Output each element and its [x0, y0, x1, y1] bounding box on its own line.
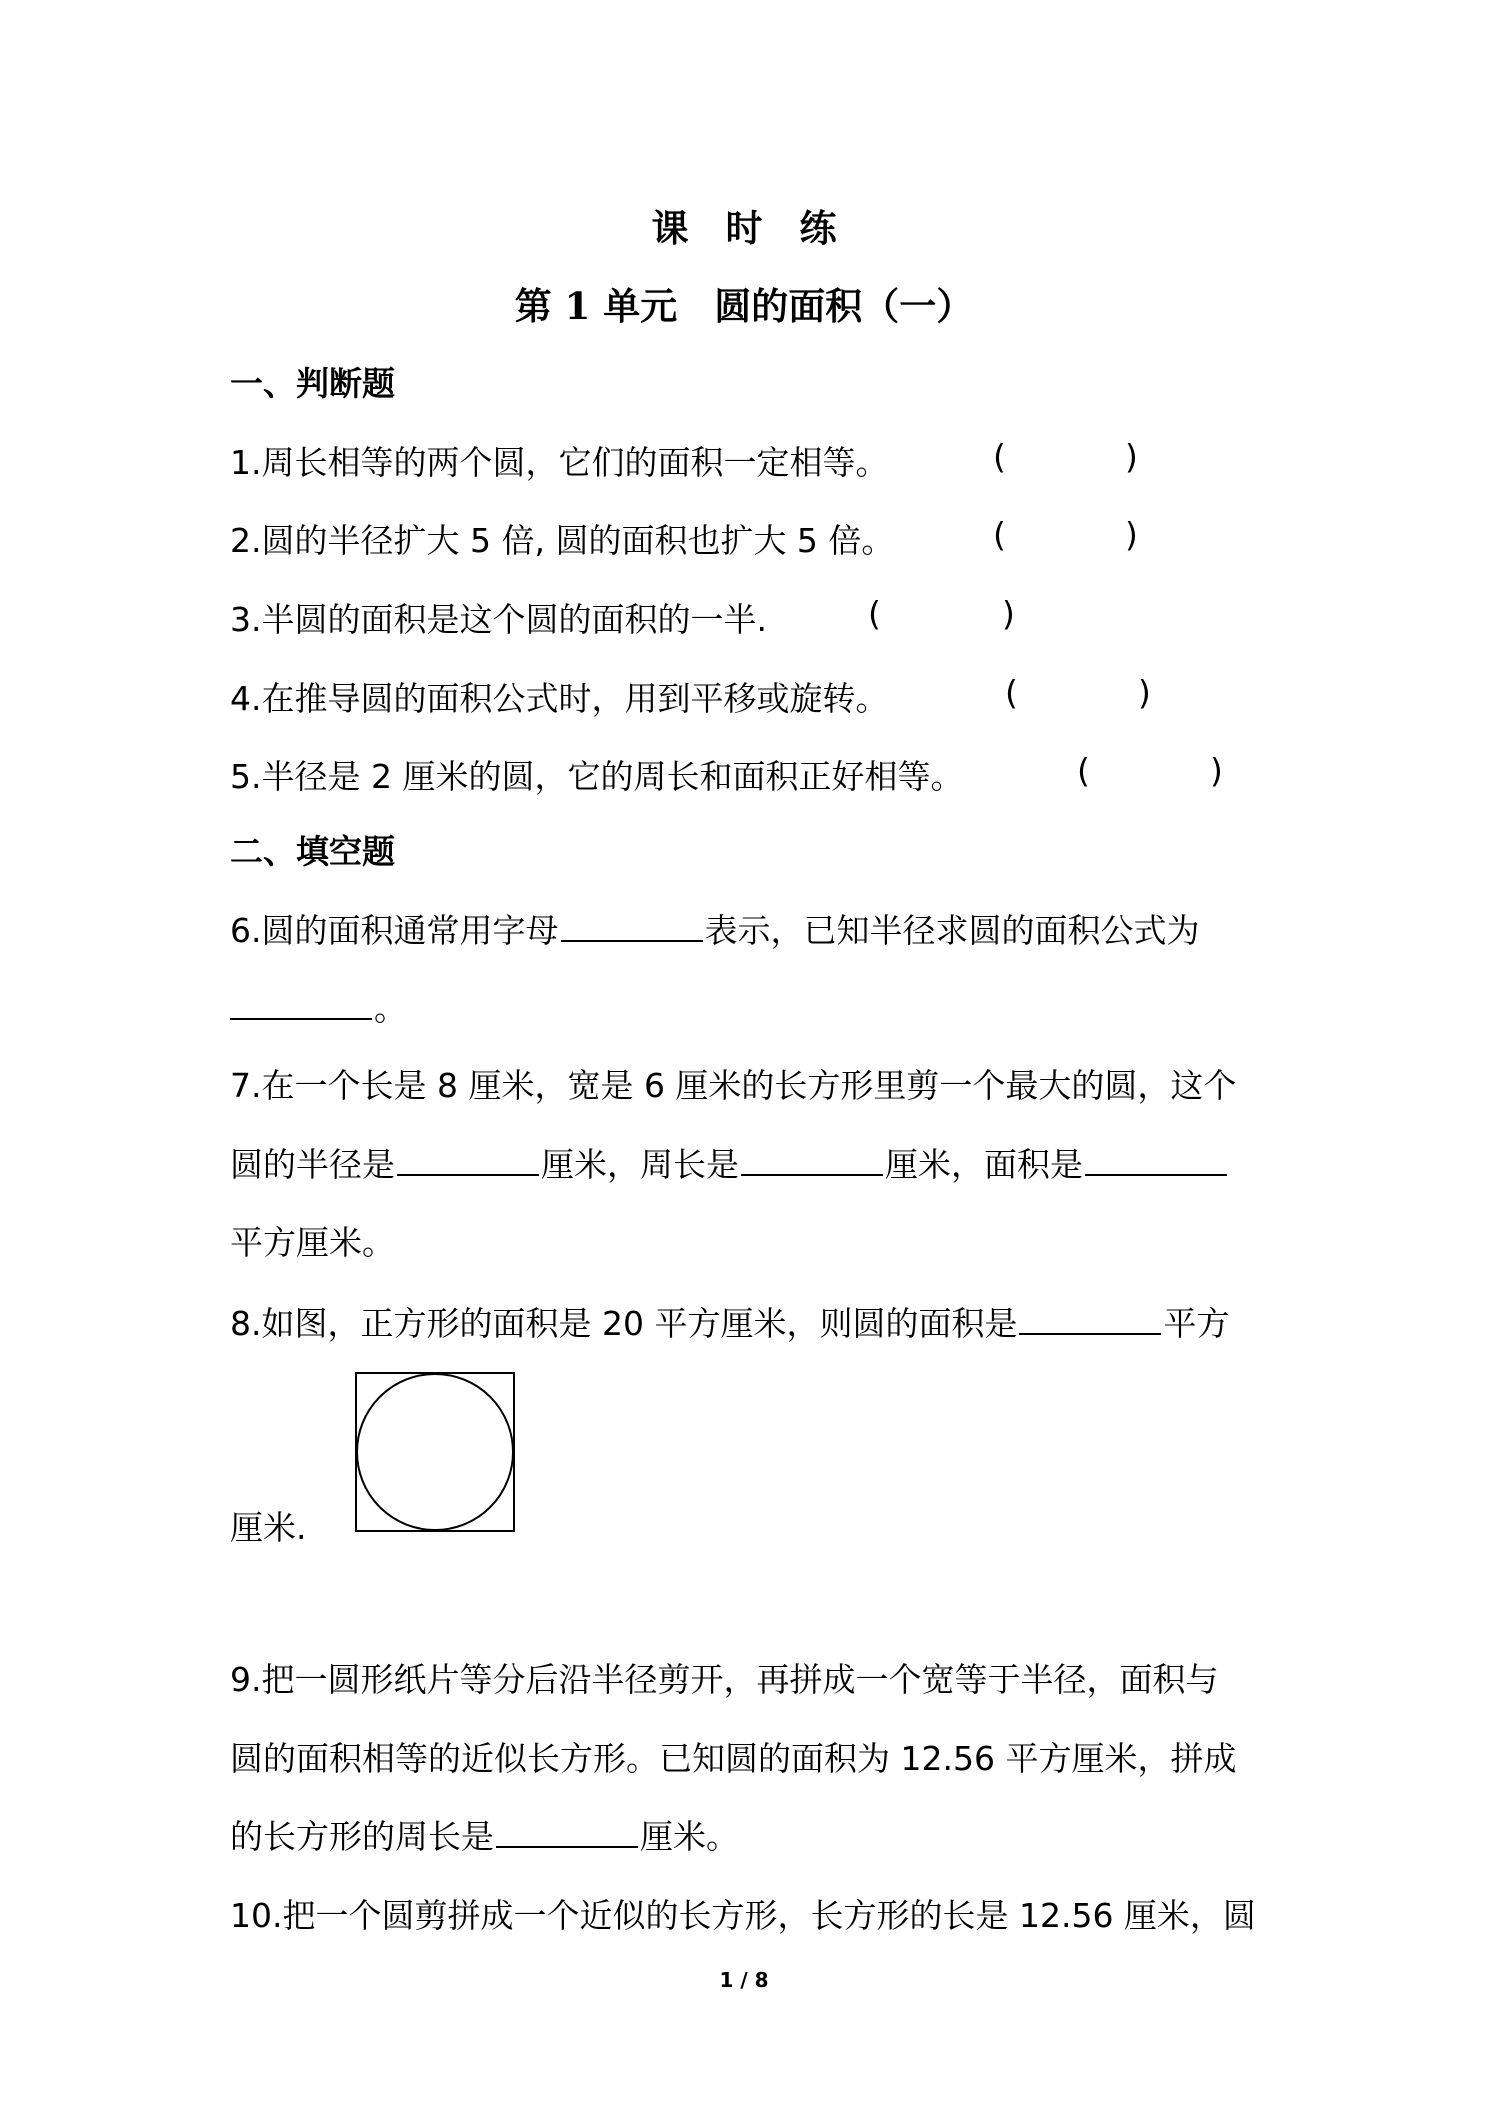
judgement-question-4: 4.在推导圆的面积公式时，用到平移或旋转。 [230, 679, 889, 718]
circle-shape [357, 1374, 513, 1530]
fill-question-9-end: 的长方形的周长是 厘米。 [230, 1811, 739, 1858]
section-judgement-heading: 一、判断题 [230, 364, 395, 403]
fill-question-7-cont: 圆的半径是 厘米，周长是 厘米，面积是 [230, 1139, 1229, 1186]
judgement-question-1: 1.周长相等的两个圆，它们的面积一定相等。 [230, 443, 889, 482]
answer-blank[interactable] [397, 1140, 539, 1176]
answer-blank[interactable] [1019, 1299, 1161, 1335]
judgement-question-5: 5.半径是 2 厘米的圆，它的周长和面积正好相等。 [230, 757, 964, 796]
fill-question-8-cont: 厘米. [230, 1508, 307, 1547]
page-subtitle: 第 1 单元 圆的面积（一） [514, 284, 974, 328]
page-title: 课 时 练 [651, 206, 837, 250]
answer-blank[interactable] [230, 984, 372, 1020]
answer-blank[interactable] [561, 906, 703, 942]
answer-blank[interactable] [496, 1812, 638, 1848]
fill-question-7-end: 平方厘米。 [230, 1223, 395, 1262]
page-number: 1 / 8 [719, 1968, 769, 1992]
fill-question-6-cont: 。 [230, 983, 407, 1030]
answer-paren-close: ) [1125, 437, 1138, 476]
fill-question-6: 6.圆的面积通常用字母 表示，已知半径求圆的面积公式为 [230, 905, 1200, 952]
fill-question-9: 9.把一圆形纸片等分后沿半径剪开，再拼成一个宽等于半径，面积与 [230, 1660, 1219, 1699]
section-fill-heading: 二、填空题 [230, 832, 395, 871]
fill-question-10: 10.把一个圆剪拼成一个近似的长方形，长方形的长是 12.56 厘米，圆 [230, 1896, 1256, 1935]
fill-question-8: 8.如图，正方形的面积是 20 平方厘米，则圆的面积是 平方 [230, 1298, 1229, 1345]
answer-paren-close: ) [1002, 594, 1015, 633]
answer-paren-open: ( [1005, 673, 1018, 712]
answer-paren-close: ) [1125, 515, 1138, 554]
answer-paren-close: ) [1210, 751, 1223, 790]
answer-paren-open: ( [1077, 751, 1090, 790]
answer-blank[interactable] [1085, 1140, 1227, 1176]
fill-question-9-cont: 圆的面积相等的近似长方形。已知圆的面积为 12.56 平方厘米，拼成 [230, 1739, 1237, 1778]
answer-paren-open: ( [993, 437, 1006, 476]
judgement-question-2: 2.圆的半径扩大 5 倍, 圆的面积也扩大 5 倍。 [230, 521, 895, 560]
answer-paren-open: ( [993, 515, 1006, 554]
square-circle-figure [355, 1372, 515, 1532]
answer-paren-close: ) [1138, 673, 1151, 712]
answer-paren-open: ( [868, 594, 881, 633]
fill-question-7: 7.在一个长是 8 厘米，宽是 6 厘米的长方形里剪一个最大的圆，这个 [230, 1066, 1237, 1105]
judgement-question-3: 3.半圆的面积是这个圆的面积的一半. [230, 600, 767, 639]
answer-blank[interactable] [741, 1140, 883, 1176]
